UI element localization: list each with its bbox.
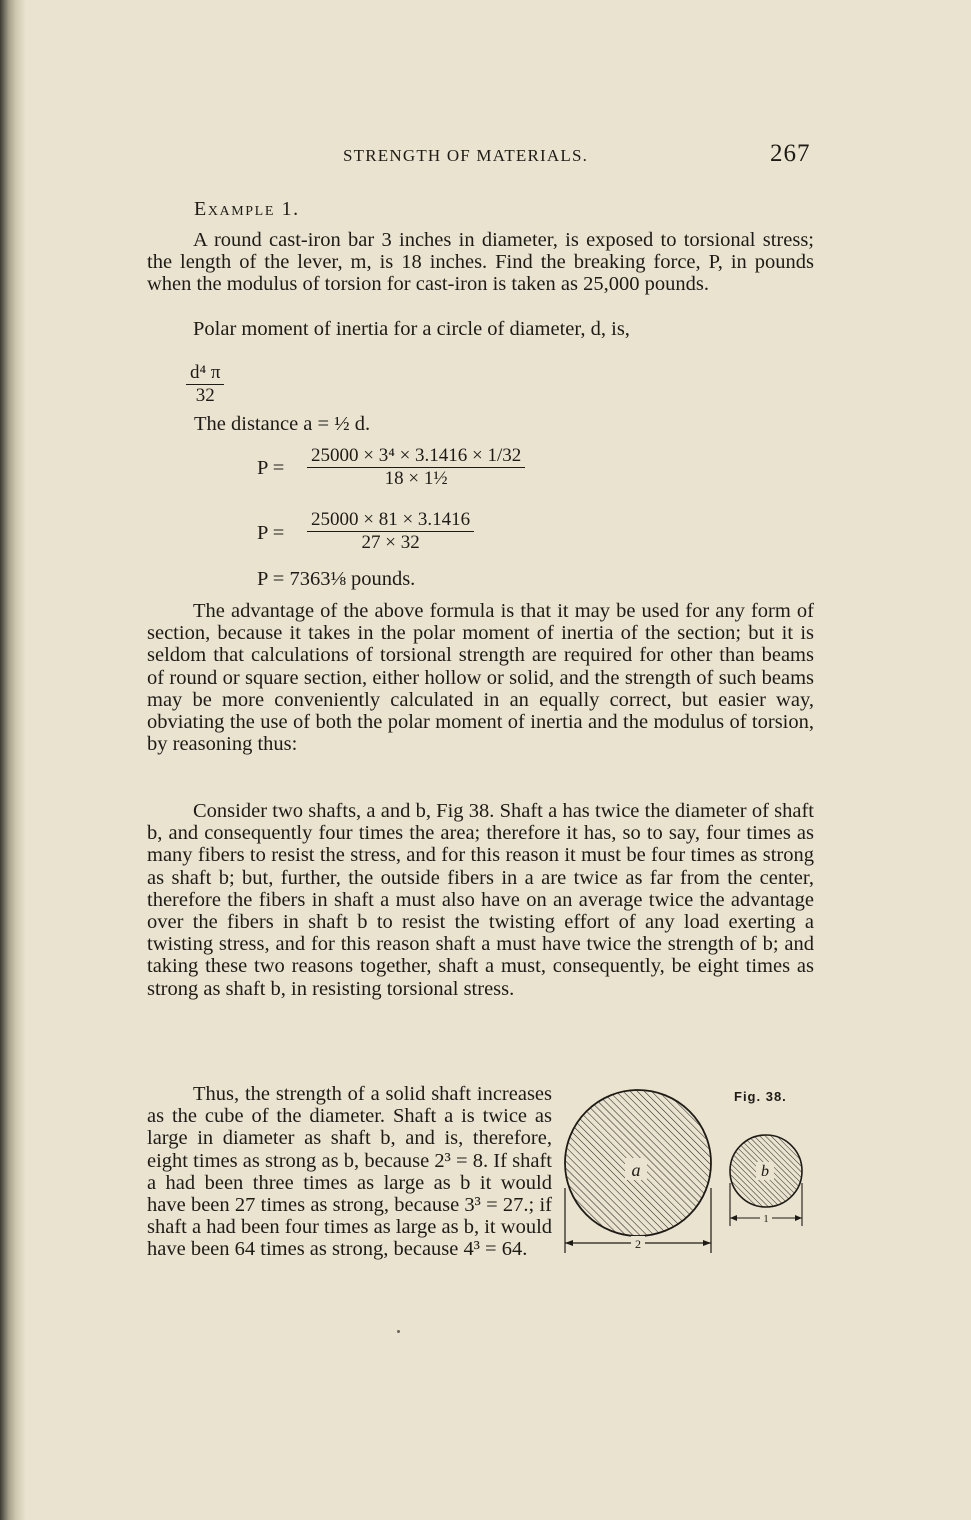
small-dim-arrow-left (730, 1215, 737, 1221)
example-heading: Example 1. (194, 198, 300, 220)
equation-1-numerator: 25000 × 3⁴ × 3.1416 × 1/32 (311, 445, 522, 466)
equation-1-denominator: 18 × 1½ (307, 467, 525, 490)
polar-moment-formula (186, 362, 224, 407)
equation-2-numerator: 25000 × 81 × 3.1416 (311, 509, 471, 530)
equation-1-fraction (307, 445, 525, 490)
equation-2-denominator: 27 × 32 (307, 531, 474, 554)
distance-line: The distance a = ½ d. (194, 413, 371, 435)
small-dim-label: 1 (763, 1213, 769, 1225)
large-dim-arrow-right (703, 1240, 711, 1246)
figure-38-shafts (560, 1078, 810, 1268)
large-dim-label: 2 (635, 1237, 641, 1251)
large-dim-arrow-left (565, 1240, 573, 1246)
equation-1-lhs: P = (257, 457, 285, 479)
small-shaft-label: b (761, 1163, 769, 1180)
figure-caption: Fig. 38. (734, 1089, 787, 1104)
small-shaft-b (730, 1135, 802, 1207)
paragraph-shafts: Consider two shafts, a and b, Fig 38. Shaft a has twice the diameter of shaft b, and consequently four times the area; therefore it has, so to say, four times as many fibers to resist the stress, and for this reason it must be four times as strong as shaft b; but, further, the outside fibers in a are twice as far from the center, therefore the fibers in shaft a must also have on an average twice the advantage over the fibers in shaft b to resist the twisting effort of any load exerting a twisting stress, and for this reason shaft a must have twice the strength of b; and taking these two reasons together, shaft a must, consequently, be eight times as strong as shaft b, in resisting torsional stress. (147, 800, 814, 1000)
equation-2-fraction (307, 509, 474, 554)
paragraph-advantage: The advantage of the above formula is that it may be used for any form of section, because it takes in the polar moment of inertia of the section; but it is seldom that calculations of torsional strength are required for other than beams of round or square section, either hollow or solid, and the strength of such beams may be more conveniently calculated in an equally correct, but easier way, obviating the use of both the polar moment of inertia and the modulus of torsion, by reasoning thus: (147, 600, 814, 756)
large-shaft-label: a (631, 1160, 641, 1180)
equation-2-lhs: P = (257, 522, 285, 544)
problem-statement: A round cast-iron bar 3 inches in diameter, is exposed to torsional stress; the length of the lever, m, is 18 inches. Find the breaking force, P, in pounds when the modulus of torsion for cast-iron is taken as 25,000 pounds. (147, 229, 814, 296)
equation-result: P = 7363⅛ pounds. (257, 568, 416, 590)
polar-moment-numerator: d⁴ π (190, 362, 221, 383)
paper-speck (397, 1330, 400, 1333)
page-number: 267 (770, 140, 811, 167)
large-shaft-a (565, 1090, 711, 1236)
polar-moment-denominator: 32 (186, 384, 224, 407)
small-dim-arrow-right (795, 1215, 802, 1221)
book-binding-edge (0, 0, 26, 1520)
polar-moment-line: Polar moment of inertia for a circle of diameter, d, is, (193, 318, 630, 340)
paragraph-cube-law-part2: been four times as large as b, it would have been 64 times as strong, because 4³ = 64. (147, 1216, 553, 1261)
running-title: STRENGTH OF MATERIALS. (343, 146, 589, 165)
paragraph-cube-law-part1: Thus, the strength of a solid shaft increases as the cube of the diameter. Shaft a is twice as large in diameter as shaft b, and is, therefore, eight times as strong as b, because 2³ = 8. If shaft a had been three times as large as b it would have been 27 times as strong, because 3³ = 27.; if shaft a had (147, 1083, 552, 1239)
